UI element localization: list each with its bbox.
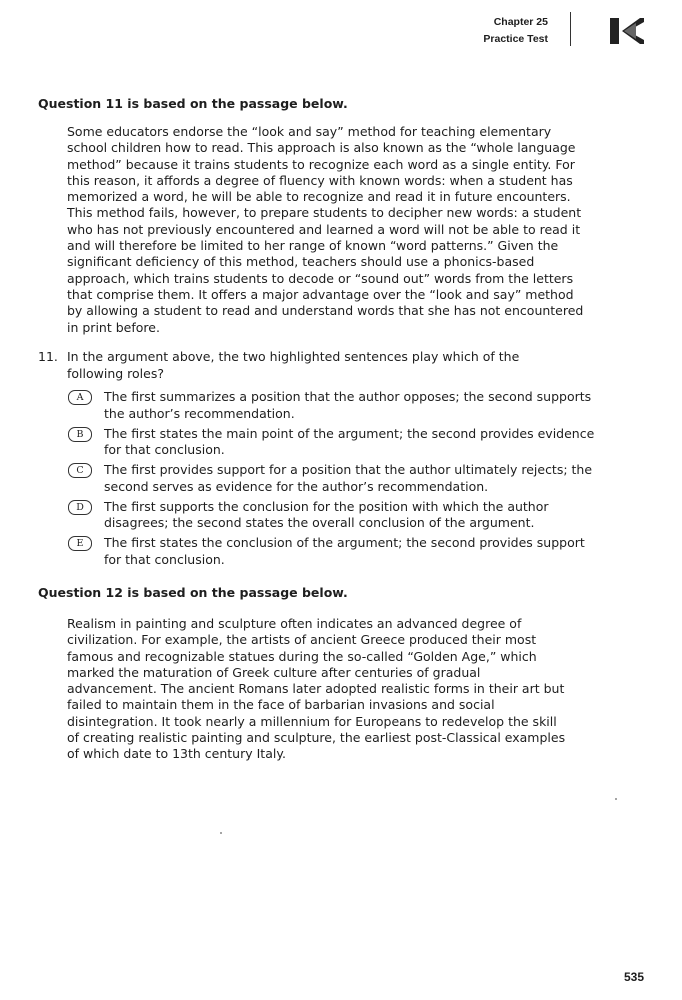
header-divider [570, 12, 571, 46]
question-11-passage [67, 124, 587, 336]
choice-text: The first summarizes a position that the author opposes; the second supports the author’s recommendation. [104, 389, 592, 421]
answer-choice-c[interactable] [67, 462, 607, 499]
question-11-heading: Question 11 is based on the passage below. [38, 96, 348, 111]
running-head [483, 14, 548, 48]
answer-choice-a[interactable] [67, 389, 607, 426]
choice-letter-e-icon[interactable]: E [68, 536, 92, 551]
choice-text: The first states the main point of the argument; the second provides evidence for that conclusion. [104, 425, 595, 457]
page-number: 535 [623, 970, 644, 984]
passage-text: Realism in painting and sculpture often indicates an advanced degree of civilization. For example, the artists of ancient Greece produced their most famous and recognizable statues during the so-called “Golden Age,” which marked the maturation of Greek culture after centuries of gradual advancement. The ancient Romans later adopted realistic forms in their art but failed to maintain them in the face of barbarian invasions and social disintegration. It took nearly a millennium for Europeans to redevelop the skill of creating realistic painting and sculpture, the earliest post-Classical examples of which date to 13th century Italy. [67, 616, 566, 762]
passage-text: Some educators endorse the “look and say” method for teaching elementary school children how to read. This approach is also known as the “whole language method” because it trains students to recognize each word as a single entity. For this reason, it affords a degree of fluency with known words: when a student has memorized a word, he will be able to recognize and read it in future encounters. This method fails, however, to prepare students to decipher new words: a student who has not previously encountered and learned a word will not be able to read it and will therefore be limited to her range of known “word patterns.” Given the significant deficiency of this method, teachers should use a phonics-based approach, which trains students to decode or “sound out” words from the letters that comprise them. It offers a major advantage over the “look and say” method by allowing a student to read and understand words that she has not encountered in print before. [67, 124, 584, 335]
choice-letter-a-icon[interactable]: A [68, 390, 92, 405]
answer-choices [67, 389, 607, 572]
choice-letter-b-icon[interactable]: B [68, 427, 92, 442]
question-stem: In the argument above, the two highlighted sentences play which of the following roles? [67, 349, 520, 381]
answer-choice-b[interactable] [67, 426, 607, 463]
section-label: Practice Test [483, 33, 548, 45]
choice-text: The first supports the conclusion for the position with which the author disagrees; the second states the overall conclusion of the argument. [104, 498, 549, 530]
choice-text: The first states the conclusion of the argument; the second provides support for that conclusion. [104, 535, 585, 567]
answer-choice-d[interactable] [67, 499, 607, 536]
question-12-passage [67, 616, 567, 763]
choice-letter-c-icon[interactable]: C [68, 463, 92, 478]
chapter-label: Chapter 25 [493, 16, 548, 28]
scan-speck [220, 832, 222, 834]
question-12-heading: Question 12 is based on the passage below. [38, 585, 348, 600]
answer-choice-e[interactable] [67, 535, 607, 572]
choice-text: The first provides support for a position that the author ultimately rejects; the second serves as evidence for the author’s recommendation. [104, 462, 593, 494]
question-number: 11. [38, 349, 58, 364]
scan-speck [615, 798, 617, 800]
kaplan-logo-icon [610, 18, 644, 44]
choice-letter-d-icon[interactable]: D [68, 500, 92, 515]
